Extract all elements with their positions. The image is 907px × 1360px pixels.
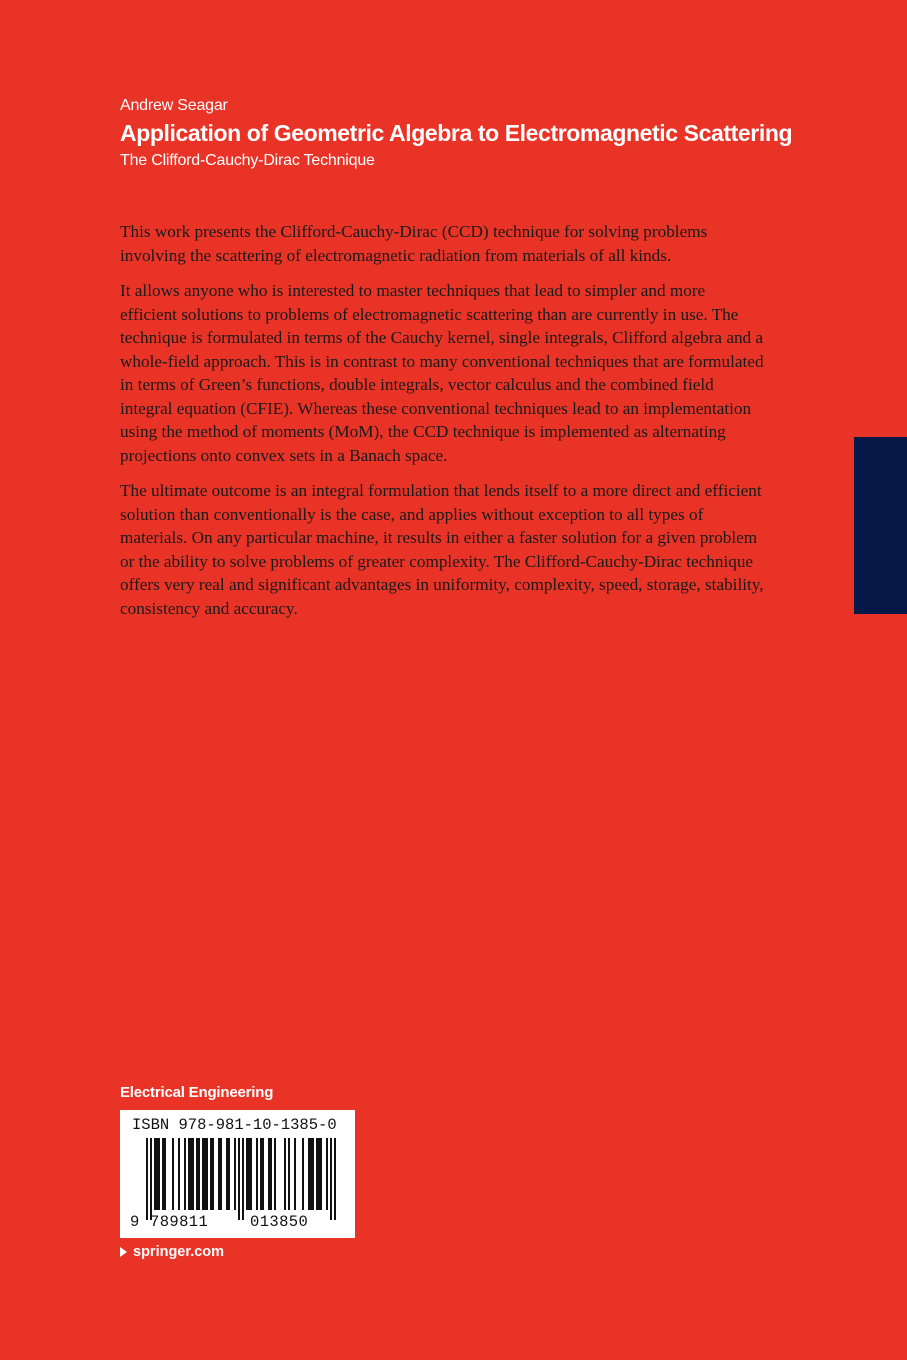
barcode-bar (256, 1138, 258, 1210)
arrow-right-icon (120, 1247, 127, 1257)
barcode-bar (310, 1138, 312, 1210)
barcode-bar (206, 1138, 208, 1210)
barcode-bar (284, 1138, 286, 1210)
barcode-bar (234, 1138, 236, 1210)
barcode-bar (294, 1138, 296, 1210)
publisher-link[interactable] (120, 1244, 224, 1260)
barcode-bar (146, 1138, 148, 1220)
barcode-bar (316, 1138, 318, 1210)
barcode-bar (158, 1138, 160, 1210)
barcode-bar (150, 1138, 152, 1220)
barcode-bar (246, 1138, 248, 1210)
ean-first-digit: 9 (130, 1213, 140, 1231)
barcode-bar (262, 1138, 264, 1210)
barcode-bar (218, 1138, 220, 1210)
barcode-bar (226, 1138, 228, 1210)
barcode-bar (302, 1138, 304, 1210)
barcode-bar (250, 1138, 252, 1210)
book-header (120, 96, 820, 172)
author-name: Andrew Seagar (120, 97, 228, 114)
barcode-bar (156, 1138, 158, 1210)
barcode-bar (198, 1138, 200, 1210)
barcode-bar (164, 1138, 166, 1210)
barcode-bar (330, 1138, 332, 1220)
barcode-bar (178, 1138, 180, 1210)
barcode-bar (188, 1138, 190, 1210)
barcode-bar (220, 1138, 222, 1210)
book-subtitle: The Clifford-Cauchy-Dirac Technique (120, 152, 375, 169)
barcode-bar (270, 1138, 272, 1210)
barcode-bar (204, 1138, 206, 1210)
ean-left-digits: 789811 (150, 1213, 209, 1231)
barcode-bar (196, 1138, 198, 1210)
barcode-bar (172, 1138, 174, 1210)
barcode-bar (318, 1138, 320, 1210)
book-description (120, 220, 766, 632)
isbn-barcode (120, 1110, 355, 1238)
barcode-bar (308, 1138, 310, 1210)
barcode-bar (334, 1138, 336, 1220)
barcode-bar (268, 1138, 270, 1210)
barcode-bar (162, 1138, 164, 1210)
barcode-bar (248, 1138, 250, 1210)
description-paragraph: The ultimate outcome is an integral formulation that lends itself to a more direct and efficient solution than conventionally is the case, and applies without exception to all types of materials. On any particular machine, it results in either a faster solution for a given problem or the ability to solve problems of greater complexity. The Clifford-Cauchy-Dirac technique offers very real and significant advantages in uniformity, complexity, speed, storage, stability, consistency and accuracy. (120, 481, 764, 618)
spine-color-tab (854, 437, 907, 614)
isbn-label: ISBN 978-981-10-1385-0 (132, 1116, 337, 1134)
book-title: Application of Geometric Algebra to Electromagnetic Scattering (120, 120, 793, 146)
subject-category: Electrical Engineering (120, 1084, 274, 1101)
description-paragraph: This work presents the Clifford-Cauchy-Dirac (CCD) technique for solving problems involving the scattering of electromagnetic radiation from materials of all kinds. (120, 222, 708, 265)
barcode-bar (320, 1138, 322, 1210)
barcode-bar (238, 1138, 240, 1220)
barcode-bar (312, 1138, 314, 1210)
barcode-bar (210, 1138, 212, 1210)
barcode-bar (190, 1138, 192, 1210)
barcode-bar (154, 1138, 156, 1210)
ean-right-digits: 013850 (250, 1213, 309, 1231)
barcode-bar (326, 1138, 328, 1210)
barcode-bar (274, 1138, 276, 1210)
barcode-bar (260, 1138, 262, 1210)
barcode-bar (228, 1138, 230, 1210)
barcode-bar (288, 1138, 290, 1210)
barcode-bar (212, 1138, 214, 1210)
barcode-bar (202, 1138, 204, 1210)
publisher-url[interactable]: springer.com (133, 1244, 225, 1260)
barcode-bar (242, 1138, 244, 1220)
description-paragraph: It allows anyone who is interested to master techniques that lead to simpler and more efficient solutions to problems of electromagnetic scattering than are currently in use. The technique is formulated in terms of the Cauchy kernel, single integrals, Clifford algebra and a whole-field approach. This is in contrast to many conventional techniques that are formulated in terms of Green’s functions, double integrals, vector calculus and the combined field integral equation (CFIE). Whereas these conventional techniques lead to an implementation using the method of moments (MoM), the CCD technique is implemented as alternating projections onto convex sets in a Banach space. (120, 281, 764, 465)
barcode-bar (192, 1138, 194, 1210)
barcode-bar (184, 1138, 186, 1210)
